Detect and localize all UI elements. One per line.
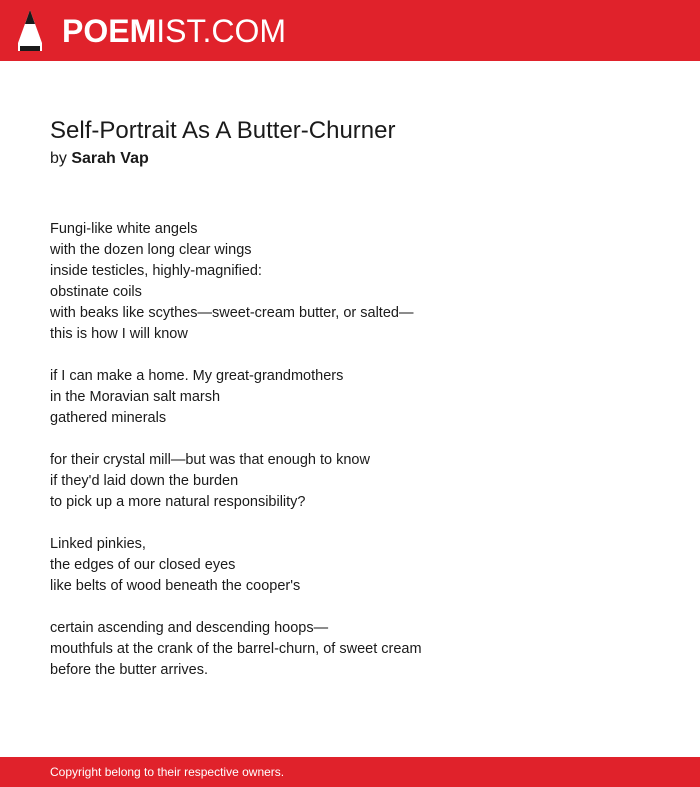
poem-line: to pick up a more natural responsibility? bbox=[50, 494, 306, 510]
poem-line: inside testicles, highly-magnified: bbox=[50, 263, 262, 279]
poem-line: obstinate coils bbox=[50, 284, 142, 300]
poem-line: in the Moravian salt marsh bbox=[50, 389, 221, 405]
site-header bbox=[0, 0, 700, 61]
stanza bbox=[50, 618, 422, 681]
by-label: by bbox=[50, 150, 67, 167]
poem-line: with beaks like scythes—sweet-cream butter, or salted— bbox=[50, 305, 414, 321]
site-footer bbox=[0, 757, 700, 787]
pencil-tip-icon[interactable] bbox=[18, 10, 42, 51]
stanza bbox=[50, 366, 422, 429]
brand-bold: POEM bbox=[62, 13, 157, 49]
copyright-notice: Copyright belong to their respective owners. bbox=[50, 765, 285, 779]
stanza bbox=[50, 450, 422, 513]
poem-title: Self-Portrait As A Butter-Churner bbox=[50, 117, 396, 144]
site-logo-text[interactable] bbox=[62, 11, 286, 51]
poem-line: mouthfuls at the crank of the barrel-churn, of sweet cream bbox=[50, 641, 422, 657]
poem-line: the edges of our closed eyes bbox=[50, 557, 236, 573]
author-name: Sarah Vap bbox=[71, 150, 149, 167]
poem-line: Linked pinkies, bbox=[50, 536, 146, 552]
poem-line: like belts of wood beneath the cooper's bbox=[50, 578, 301, 594]
stanza bbox=[50, 534, 422, 597]
poem-line: if I can make a home. My great-grandmothers bbox=[50, 368, 344, 384]
poem-line: Fungi-like white angels bbox=[50, 221, 198, 237]
poem-line: this is how I will know bbox=[50, 326, 188, 342]
poem-line: with the dozen long clear wings bbox=[50, 242, 252, 258]
brand-light: IST.COM bbox=[156, 13, 287, 49]
byline bbox=[50, 148, 149, 170]
poem-line: if they'd laid down the burden bbox=[50, 473, 239, 489]
poem-line: gathered minerals bbox=[50, 410, 167, 426]
stanza bbox=[50, 219, 422, 345]
poem-line: for their crystal mill—but was that enough to know bbox=[50, 452, 370, 468]
poem-line: certain ascending and descending hoops— bbox=[50, 620, 329, 636]
poem-body bbox=[50, 219, 422, 702]
poem-line: before the butter arrives. bbox=[50, 662, 208, 678]
